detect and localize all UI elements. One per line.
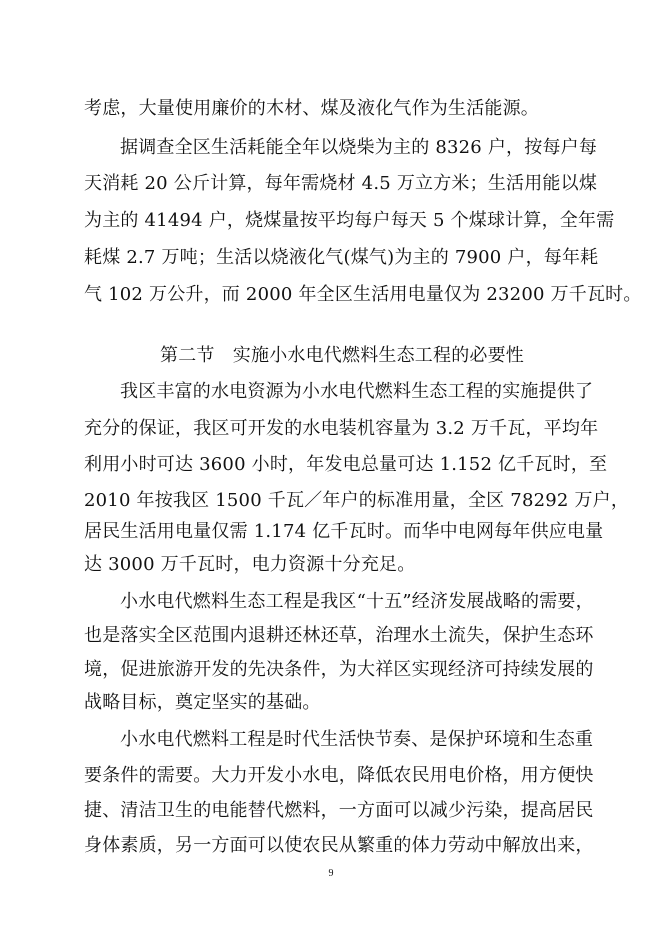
- paragraph-2-line-5: 气 102 万公升，而 2000 年全区生活用电量仅为 23200 万千瓦时。: [84, 284, 642, 305]
- paragraph-3-line-1: 我区丰富的水电资源为小水电代燃料生态工程的实施提供了: [120, 381, 594, 402]
- paragraph-3-line-2: 充分的保证，我区可开发的水电装机容量为 3.2 万千瓦，平均年: [84, 418, 599, 439]
- paragraph-4-line-1: 小水电代燃料生态工程是我区“十五”经济发展战略的需要，: [120, 591, 594, 612]
- paragraph-2-line-1: 据调查全区生活耗能全年以烧柴为主的 8326 户，按每户每: [120, 137, 598, 158]
- page-number: 9: [328, 868, 334, 879]
- paragraph-3-line-6: 达 3000 万千瓦时，电力资源十分充足。: [84, 554, 416, 575]
- paragraph-5-line-3: 捷、清洁卫生的电能替代燃料，一方面可以减少污染，提高居民: [84, 800, 594, 821]
- paragraph-2-line-2: 天消耗 20 公斤计算，每年需烧材 4.5 万立方米；生活用能以煤: [84, 173, 598, 194]
- paragraph-4-line-2: 也是落实全区范围内退耕还林还草，治理水土流失，保护生态环: [84, 625, 594, 646]
- section-heading: 第二节 实施小水电代燃料生态工程的必要性: [160, 345, 524, 366]
- paragraph-5-line-4: 身体素质，另一方面可以使农民从繁重的体力劳动中解放出来，: [84, 835, 594, 856]
- paragraph-3-line-3: 利用小时可达 3600 小时，年发电总量可达 1.152 亿千瓦时，至: [84, 454, 608, 475]
- paragraph-2-line-4: 耗煤 2.7 万吨；生活以烧液化气(煤气)为主的 7900 户，每年耗: [84, 247, 599, 268]
- paragraph-1-line-1: 考虑，大量使用廉价的木材、煤及液化气作为生活能源。: [84, 98, 539, 119]
- paragraph-2-line-3: 为主的 41494 户，烧煤量按平均每户每天 5 个煤球计算，全年需: [84, 210, 615, 231]
- paragraph-4-line-4: 战略目标，奠定坚实的基础。: [84, 692, 321, 713]
- paragraph-3-line-4: 2010 年按我区 1500 千瓦／年户的标准用量，全区 78292 万户，: [84, 490, 630, 511]
- paragraph-3-line-5: 居民生活用电量仅需 1.174 亿千瓦时。而华中电网每年供应电量: [84, 521, 604, 542]
- paragraph-4-line-3: 境，促进旅游开发的先决条件，为大祥区实现经济可持续发展的: [84, 659, 594, 680]
- paragraph-5-line-1: 小水电代燃料工程是时代生活快节奏、是保护环境和生态重: [120, 729, 594, 750]
- paragraph-5-line-2: 要条件的需要。大力开发小水电，降低农民用电价格，用方便快: [84, 765, 594, 786]
